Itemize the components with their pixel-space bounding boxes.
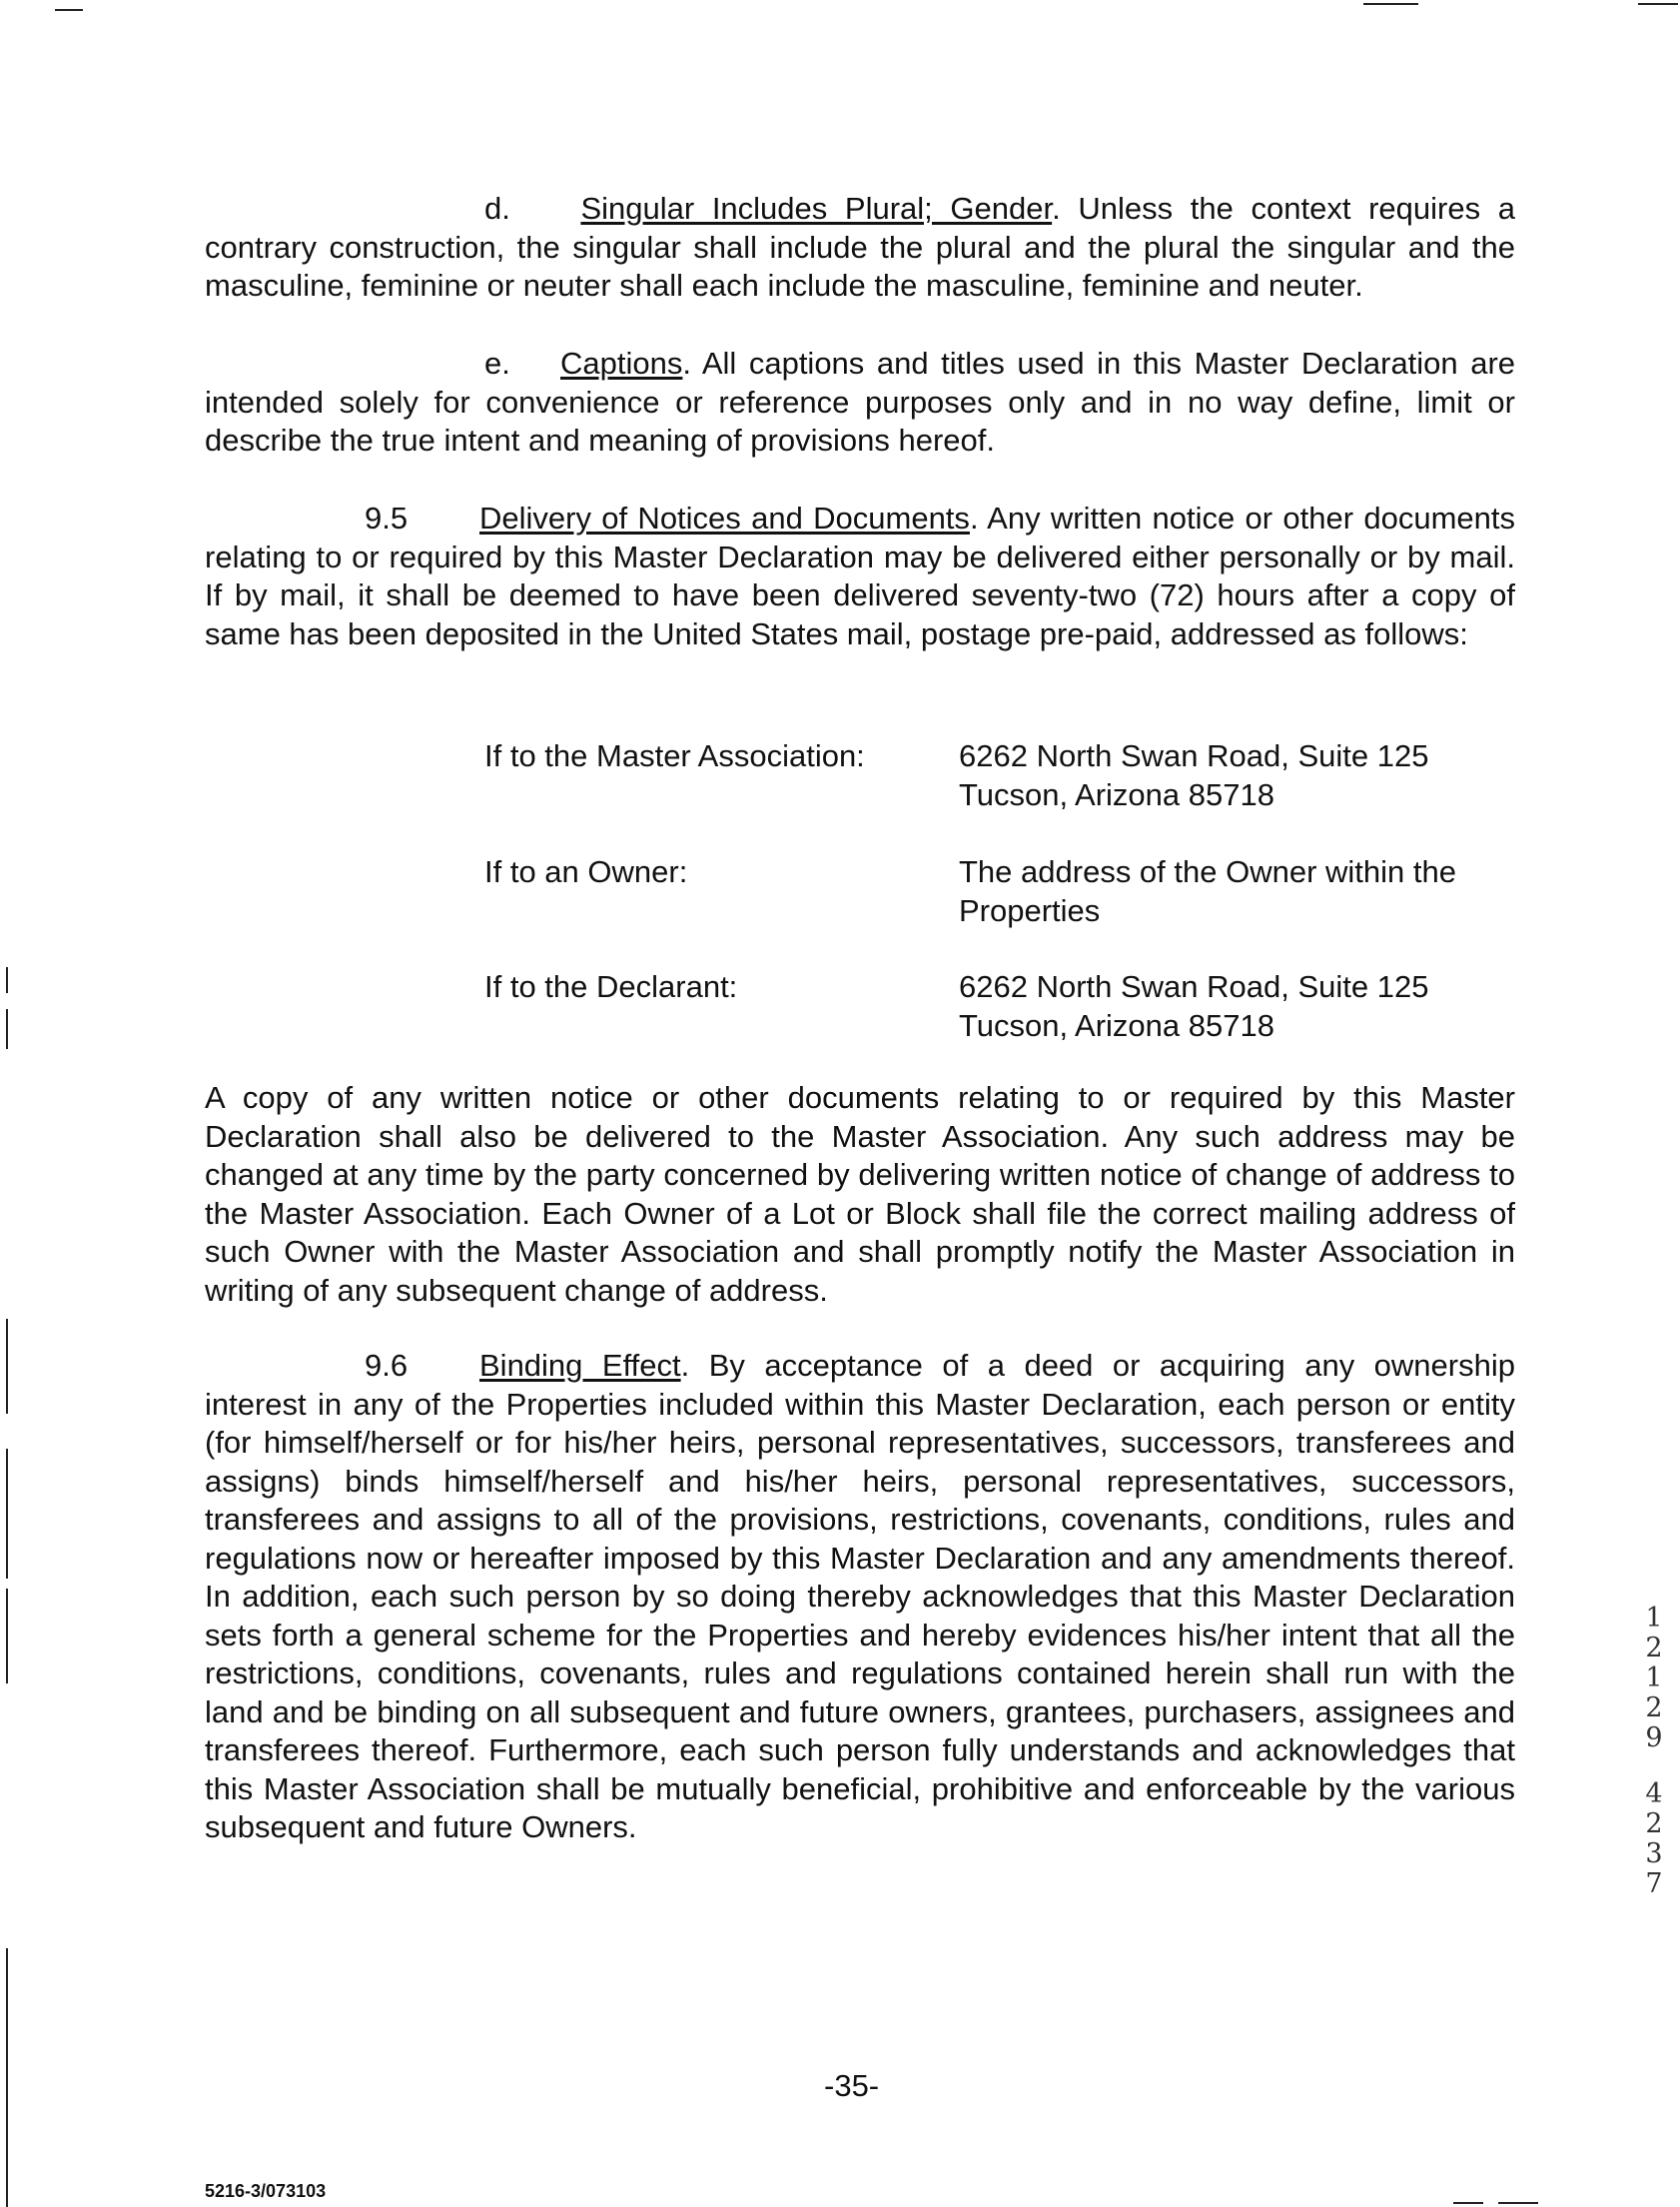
stamp-digit: 3	[1645, 1838, 1663, 1869]
address-line-2: Tucson, Arizona 85718	[959, 1008, 1274, 1043]
stamp-digit: 2	[1645, 1692, 1663, 1723]
margin-line-2	[6, 1009, 8, 1049]
section-9-5-title: Delivery of Notices and Documents	[479, 501, 970, 536]
margin-line-5	[6, 1589, 8, 1683]
scan-mark-top-left	[55, 9, 83, 11]
scan-mark-top-right-1	[1363, 3, 1418, 5]
address-line-2: Properties	[959, 893, 1101, 928]
stamp-digit: 7	[1645, 1868, 1663, 1899]
section-d-title: Singular Includes Plural; Gender	[580, 191, 1053, 226]
section-9-6-period: .	[680, 1348, 690, 1383]
address-line-1: 6262 North Swan Road, Suite 125	[959, 969, 1429, 1004]
stamp-digit: 2	[1645, 1808, 1663, 1839]
section-9-6-paragraph	[205, 1347, 1515, 1847]
section-9-5-text: Any written notice or other documents relating to or required by this Master Declaration may be delivered either personally or by mail. If by mail, it shall be deemed to have been delivered seventy-two (72) hours after a copy of same has been deposited in the United States mail, postage pre-paid, addressed as follows:	[205, 501, 1515, 651]
scan-mark-top-right-2	[1638, 3, 1678, 5]
section-9-5-closing-paragraph	[205, 1079, 1515, 1310]
address-label: If to the Declarant:	[484, 969, 738, 1004]
section-9-6-number: 9.6	[365, 1348, 409, 1383]
section-e-paragraph	[205, 345, 1515, 461]
section-d-paragraph	[205, 190, 1515, 306]
margin-line-1	[6, 967, 8, 993]
stamp-digit: 9	[1645, 1722, 1663, 1753]
stamp-digit: 1	[1645, 1603, 1663, 1634]
margin-line-6	[6, 1948, 8, 2207]
section-9-6-text: By acceptance of a deed or acquiring any ownership interest in any of the Properties included within this Master Declaration, each person or entity (for himself/herself or for his/her heirs, personal representatives, successors, transferees and assigns) binds himself/herself and his/her heirs, personal representatives, successors, transferees and assigns to all of the provisions, restrictions, covenants, conditions, rules and regulations now or hereafter imposed by this Master Declaration and any amendments thereof. In addition, each such person by so doing thereby acknowledges that this Master Declaration sets forth a general scheme for the Properties and hereby evidences his/her intent that all the restrictions, conditions, covenants, rules and regulations contained herein shall run with the land and be binding on all subsequent and future owners, grantees, purchasers, assignees and transferees thereof. Furthermore, each such person fully understands and acknowledges that this Master Association shall be mutually beneficial, prohibitive and enforceable by the various subsequent and future Owners.	[205, 1348, 1515, 1844]
page-number: -35-	[824, 2068, 880, 2103]
section-9-6-title: Binding Effect	[479, 1348, 681, 1383]
section-e-title: Captions	[560, 346, 683, 381]
section-e-text: All captions and titles used in this Master Declaration are intended solely for convenience or reference purposes only and in no way define, limit or describe the true intent and meaning of provisions hereof.	[205, 346, 1516, 458]
address-line-1: The address of the Owner within the	[959, 854, 1456, 889]
section-9-5-paragraph	[205, 500, 1515, 653]
address-label: If to an Owner:	[484, 854, 688, 889]
section-d-text: Unless the context requires a contrary construction, the singular shall include the plural and the plural the singular and the masculine, feminine or neuter shall each include the masculine, feminine and neuter.	[205, 191, 1515, 303]
scan-mark-bottom-right-1	[1453, 2202, 1483, 2204]
section-e-letter: e.	[484, 346, 510, 381]
stamp-digit: 2	[1645, 1633, 1663, 1663]
scan-mark-bottom-right-2	[1498, 2202, 1538, 2204]
margin-line-3	[6, 1319, 8, 1414]
section-d-letter: d.	[484, 191, 510, 226]
section-9-5-period: .	[969, 501, 979, 536]
footer-document-code: 5216-3/073103	[205, 2181, 327, 2201]
recording-number-stamp	[1642, 1604, 1666, 1899]
section-e-period: .	[682, 346, 692, 381]
stamp-digit: 4	[1645, 1778, 1663, 1809]
address-line-2: Tucson, Arizona 85718	[959, 777, 1274, 812]
section-9-5-closing-text: A copy of any written notice or other documents relating to or required by this Master Declaration shall also be delivered to the Master Association. Any such address may be changed at any time by the party concerned by delivering written notice of change of address to the Master Association. Each Owner of a Lot or Block shall file the correct mailing address of such Owner with the Master Association and shall promptly notify the Master Association in writing of any subsequent change of address.	[205, 1080, 1515, 1308]
section-9-5-number: 9.5	[365, 501, 409, 536]
stamp-digit: 1	[1645, 1662, 1663, 1693]
address-line-1: 6262 North Swan Road, Suite 125	[959, 738, 1429, 773]
section-d-period: .	[1052, 191, 1061, 226]
margin-line-4	[6, 1449, 8, 1579]
address-label: If to the Master Association:	[484, 738, 865, 773]
stamp-gap	[1642, 1753, 1666, 1779]
